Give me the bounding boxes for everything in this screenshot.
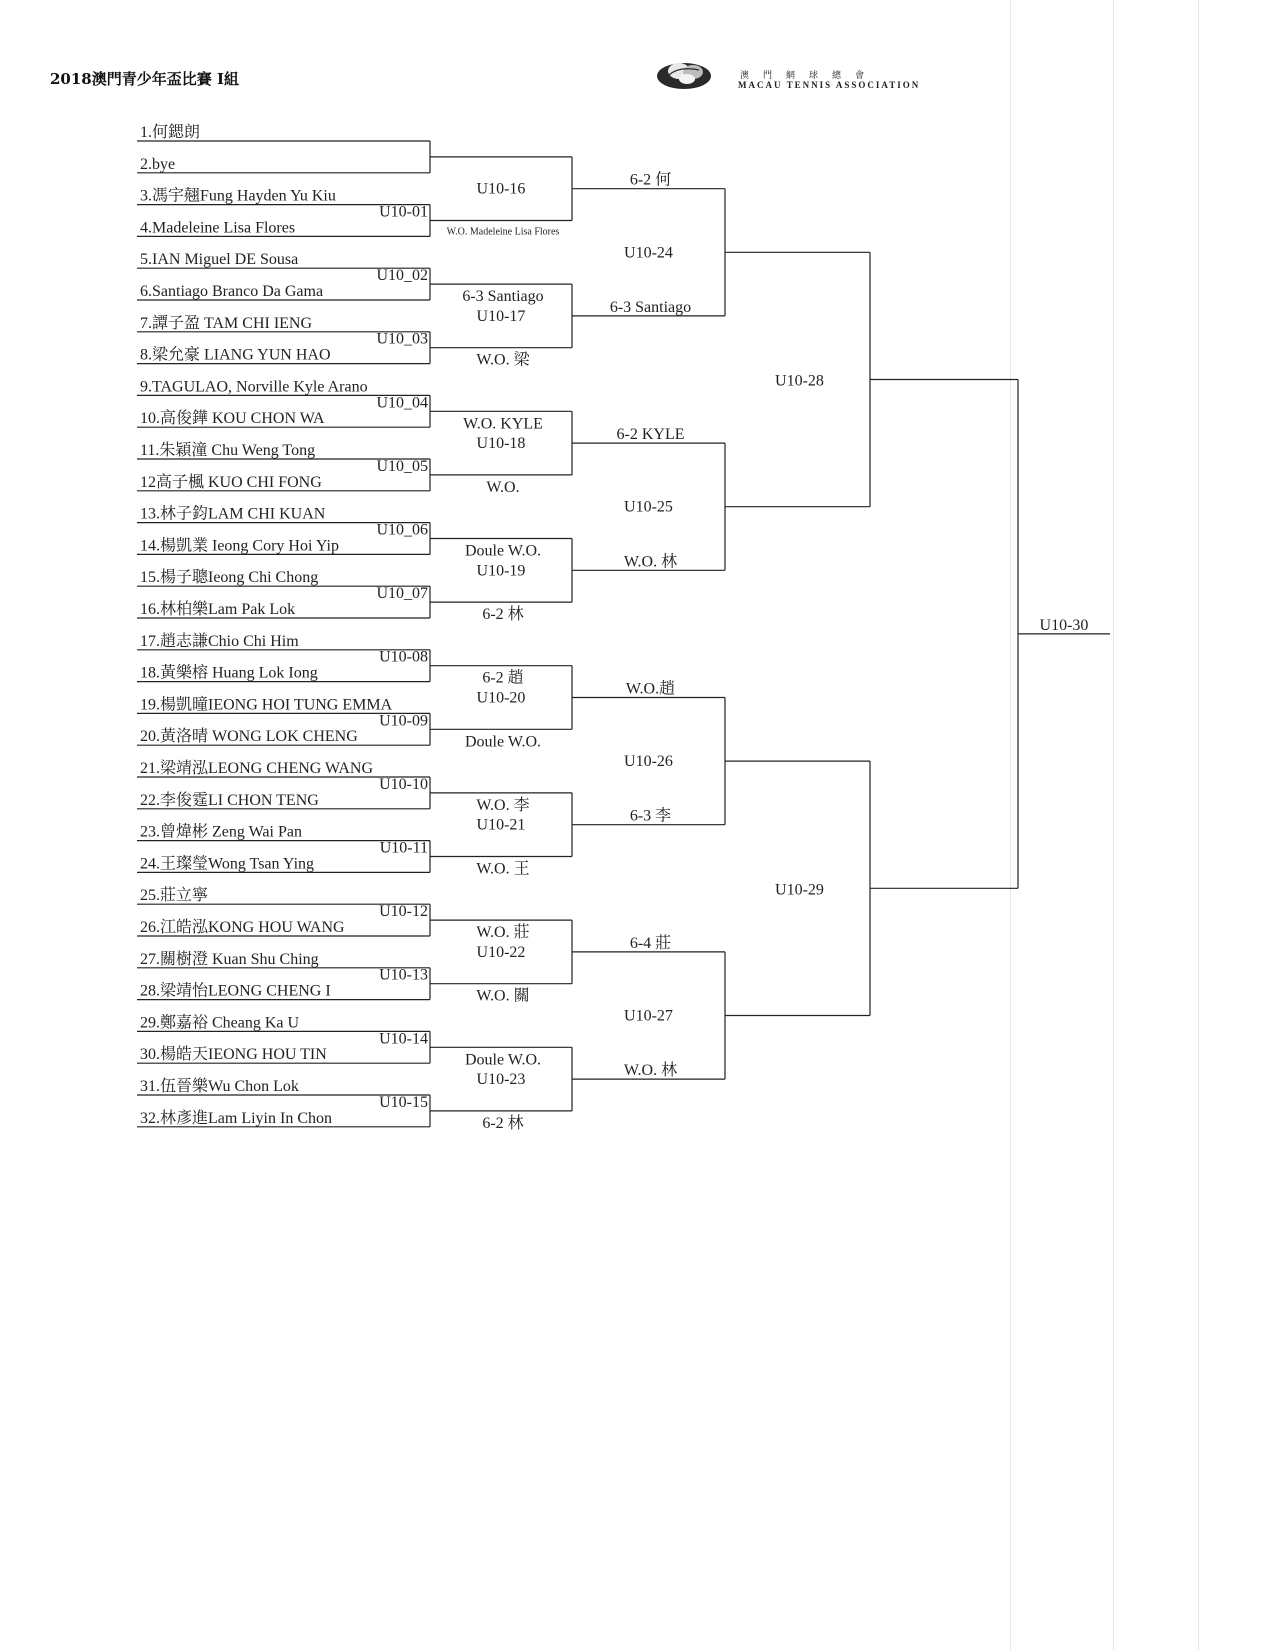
match-result: Doule W.O. [465, 1051, 541, 1069]
match-number: U10-24 [624, 244, 673, 262]
player-name: 32.林彥進Lam Liyin In Chon [140, 1109, 332, 1127]
match-number: U10-22 [476, 943, 526, 961]
player-name: 4.Madeleine Lisa Flores [140, 219, 296, 237]
player-name: 30.楊皓天IEONG HOU TIN [140, 1046, 327, 1064]
match-result: 6-3 Santiago [609, 298, 692, 316]
match-number: U10-19 [476, 562, 526, 580]
page-title: 2018澳門青少年盃比賽 I組 [50, 70, 239, 88]
match-number: U10-30 [1039, 616, 1089, 634]
match-result: W.O. 林 [623, 1062, 678, 1080]
match-number: U10-27 [624, 1007, 673, 1025]
player-name: 19.楊凱曈IEONG HOI TUNG EMMA [140, 696, 393, 714]
match-number: U10-17 [476, 307, 526, 325]
match-number: U10-14 [379, 1030, 428, 1048]
player-name: 9.TAGULAO, Norville Kyle Arano [140, 378, 368, 396]
player-name: 13.林子鈞LAM CHI KUAN [140, 505, 326, 523]
association-name-chinese: 澳門網球總會 [740, 71, 879, 81]
match-result: W.O. 李 [476, 796, 530, 814]
player-name: 15.楊子聰Ieong Chi Chong [140, 569, 319, 587]
match-number: U10-16 [476, 180, 526, 198]
match-result: 6-2 趙 [482, 669, 524, 687]
player-name: 7.譚子盈 TAM CHI IENG [140, 314, 313, 332]
player-name: 23.曾煒彬 Zeng Wai Pan [140, 823, 302, 841]
match-result: 6-2 何 [629, 171, 672, 189]
match-result: W.O. Madeleine Lisa Flores [446, 226, 560, 238]
player-name: 3.馮宇翹Fung Hayden Yu Kiu [140, 187, 336, 205]
match-result: W.O. 關 [476, 987, 530, 1005]
association-name-english: MACAU TENNIS ASSOCIATION [738, 80, 921, 90]
match-number: U10-08 [379, 648, 428, 666]
match-number: U10_06 [376, 521, 428, 539]
player-name: 17.趙志謙Chio Chi Him [140, 632, 299, 650]
player-name: 6.Santiago Branco Da Gama [140, 283, 324, 300]
player-name: 22.李俊霆LI CHON TENG [140, 791, 319, 809]
player-name: 18.黃樂榕 Huang Lok Iong [140, 664, 318, 682]
player-name: 12高子楓 KUO CHI FONG [140, 473, 322, 491]
match-number: U10_04 [376, 394, 428, 412]
match-number: U10-13 [379, 966, 428, 984]
match-number: U10-26 [624, 753, 673, 771]
match-number: U10-09 [379, 712, 428, 730]
player-name: 27.關樹澄 Kuan Shu Ching [140, 950, 319, 968]
match-result: W.O. 莊 [476, 924, 530, 942]
match-number: U10-18 [476, 435, 526, 453]
player-name: 1.何鍶朗 [140, 124, 201, 141]
match-result: W.O. KYLE [463, 415, 543, 433]
player-name: 28.梁靖怡LEONG CHENG I [140, 982, 331, 1000]
player-name: 25.莊立寧 [140, 887, 209, 905]
match-result: W.O. 王 [476, 860, 530, 878]
match-result: Doule W.O. [465, 733, 541, 751]
match-number: U10-23 [476, 1071, 526, 1089]
match-number: U10-28 [775, 372, 824, 390]
match-number: U10_07 [376, 585, 428, 603]
player-name: 20.黃洛晴 WONG LOK CHENG [140, 728, 358, 746]
player-name: 16.林柏樂Lam Pak Lok [140, 601, 296, 618]
match-result: 6-2 林 [482, 606, 524, 624]
match-number: U10_03 [376, 330, 428, 348]
match-result: 6-3 李 [629, 807, 672, 825]
match-number: U10-15 [379, 1093, 428, 1111]
match-number: U10-29 [775, 881, 824, 899]
match-result: 6-4 莊 [629, 934, 672, 952]
match-number: U10-21 [476, 816, 526, 834]
player-name: 10.高俊鏵 KOU CHON WA [140, 410, 325, 428]
match-number: U10-25 [624, 498, 673, 516]
match-number: U10-01 [379, 203, 428, 221]
match-number: U10-10 [379, 775, 428, 793]
match-result: 6-2 KYLE [616, 426, 685, 444]
match-number: U10-11 [379, 839, 428, 857]
player-name: 21.梁靖泓LEONG CHENG WANG [140, 760, 374, 777]
match-result: W.O.趙 [625, 680, 676, 698]
match-number: U10-20 [476, 689, 526, 707]
player-name: 29.鄭嘉裕 Cheang Ka U [140, 1014, 300, 1032]
player-name: 11.朱穎潼 Chu Weng Tong [140, 442, 316, 459]
match-result: 6-3 Santiago [462, 288, 544, 306]
player-name: 24.王璨瑩Wong Tsan Ying [140, 855, 315, 873]
player-name: 31.伍晉樂Wu Chon Lok [140, 1078, 299, 1095]
player-name: 26.江皓泓KONG HOU WANG [140, 919, 345, 936]
player-name: 2.bye [140, 155, 176, 173]
match-number: U10_02 [376, 267, 428, 285]
match-result: W.O. 林 [623, 553, 678, 571]
player-name: 5.IAN Miguel DE Sousa [140, 251, 299, 269]
match-number: U10-12 [379, 903, 428, 921]
match-number: U10_05 [376, 457, 428, 475]
player-name: 14.楊凱業 Ieong Cory Hoi Yip [140, 537, 339, 555]
match-result: 6-2 林 [482, 1114, 524, 1132]
match-result: W.O. [486, 478, 520, 496]
match-result: W.O. 梁 [476, 351, 530, 369]
match-result: Doule W.O. [465, 542, 541, 560]
player-name: 8.梁允豪 LIANG YUN HAO [140, 346, 331, 364]
